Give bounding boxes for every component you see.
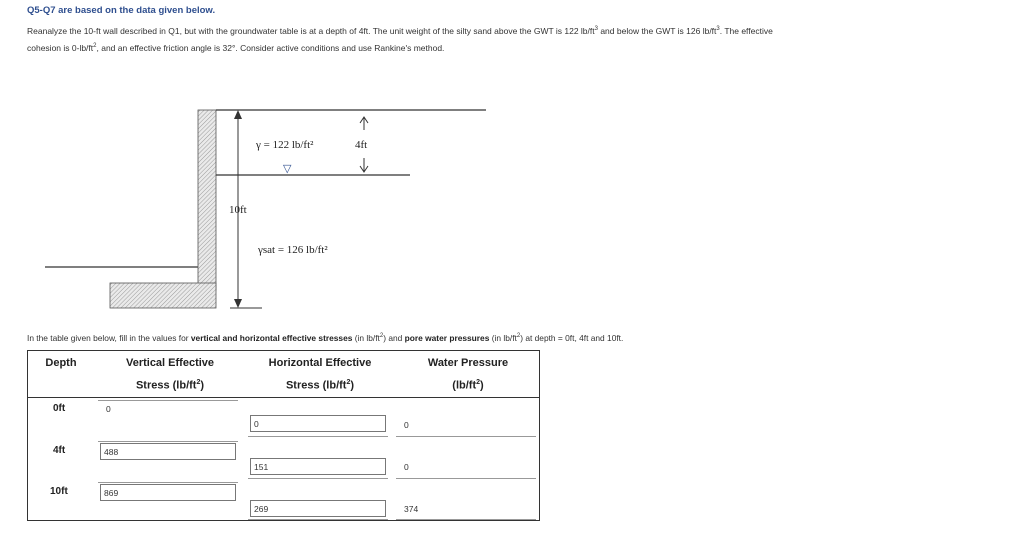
- horizontal-stress-input-10ft[interactable]: 269: [250, 500, 386, 517]
- water-pressure-0ft: 0: [404, 420, 409, 430]
- header-horizontal: Horizontal Effective Stress $(lb/ft^2)$: [268, 357, 372, 392]
- retaining-wall-diagram: [40, 100, 500, 315]
- wall-stem: [198, 110, 216, 290]
- header-water: Water Pressure $(lb/ft^2)$: [427, 357, 509, 392]
- row-depth-4ft: 4ft: [53, 445, 66, 456]
- header-depth: Depth: [45, 357, 77, 369]
- problem-statement: Reanalyze the 10-ft wall described in Q1, but with the groundwater table is at a depth of 4ft. The unit weight of the silty sand above the GWT is 122 $lb/ft^3$ and below the GWT is 126 $lb/ft^3$. The effective cohesion is $0-lb/ft^2$, and an effective friction angle is 32°. Consider active conditions and use Rankine's method.: [27, 25, 773, 53]
- row-depth-10ft: 10ft: [50, 486, 68, 497]
- water-pressure-4ft: 0: [404, 462, 409, 472]
- vertical-stress-input-4ft[interactable]: 488: [100, 443, 236, 460]
- wall-footing: [110, 283, 216, 308]
- section-title: Q5-Q7 are based on the data given below.: [27, 5, 216, 16]
- stress-table: [27, 350, 540, 521]
- header-vertical: Vertical Effective Stress $(lb/ft^2)$: [125, 357, 215, 392]
- water-table-symbol: ▽: [283, 162, 292, 175]
- table-instructions: In the table given below, fill in the values for vertical and horizontal effective stresses (in $lb/ft^2$) and pore water pressures (in $lb/ft^2$) at depth = 0ft, 4ft and 10ft.: [27, 333, 624, 343]
- wall-height-label: 10ft: [229, 204, 247, 216]
- vertical-stress-0ft: 0: [106, 404, 111, 414]
- vertical-stress-input-10ft[interactable]: 869: [100, 484, 236, 501]
- horizontal-stress-input-0ft[interactable]: 0: [250, 415, 386, 432]
- gamma-label: γ = 122 lb/ft²: [256, 139, 314, 151]
- gwt-depth-label: 4ft: [355, 139, 368, 151]
- horizontal-stress-input-4ft[interactable]: 151: [250, 458, 386, 475]
- row-depth-0ft: 0ft: [53, 403, 66, 414]
- gamma-sat-label: γsat = 126 lb/ft²: [258, 244, 328, 256]
- water-pressure-10ft: 374: [404, 504, 419, 514]
